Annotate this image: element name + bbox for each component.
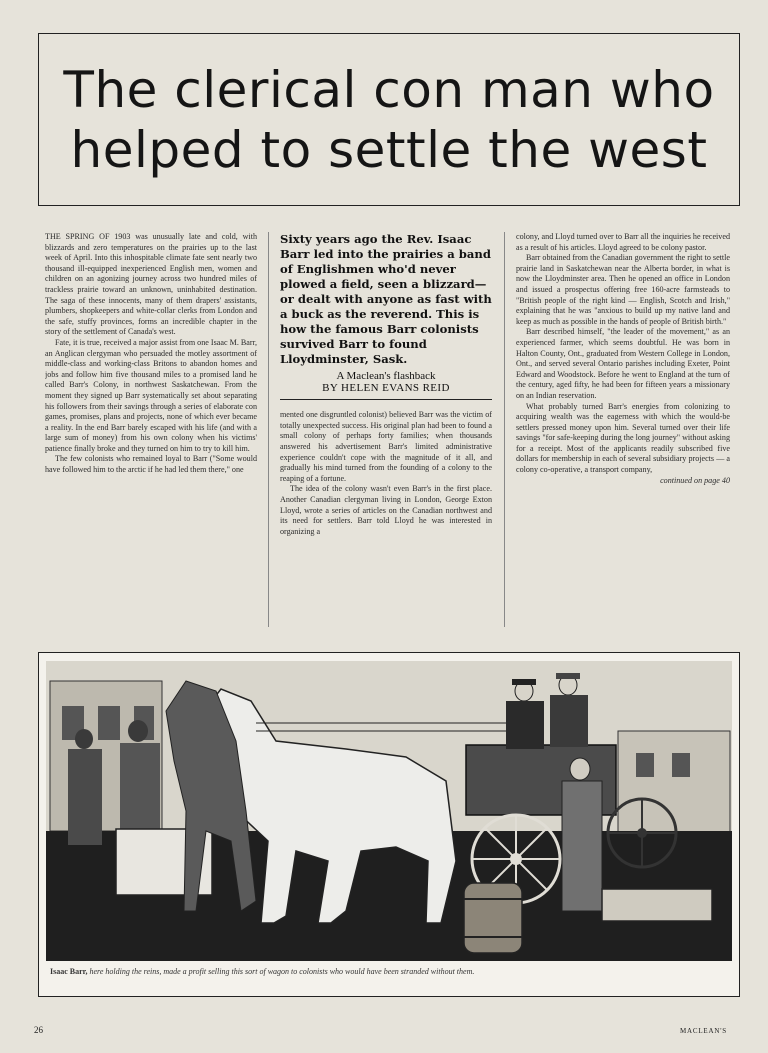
byline-rule	[280, 399, 492, 400]
body-paragraph: The idea of the colony wasn't even Barr's in the first place. Another Canadian clergyman living in London, George Exton Lloyd, wrote a series of articles on the Canadian northwest and its need for settlers. Barr told Lloyd he was interested in organizing a	[280, 484, 492, 536]
wagon-illustration	[46, 661, 732, 961]
illustration-frame	[38, 652, 740, 997]
article-column-2	[280, 232, 492, 627]
caption-name: Isaac Barr,	[50, 967, 88, 976]
magazine-name: MACLEAN'S	[680, 1027, 727, 1035]
article-column-1	[45, 232, 257, 627]
column-rule	[268, 232, 269, 627]
byline: BY HELEN EVANS REID	[322, 381, 450, 394]
caption-text: here holding the reins, made a profit selling this sort of wagon to colonists who would have been stranded without them.	[87, 967, 475, 976]
body-paragraph: mented one disgruntled colonist) believed Barr was the victim of totally unexpected success. His original plan had been to found a small colony of perhaps forty families; when thousands answered his advertisement Barr's limited administrative experience couldn't cope with the magnitude of it all, and gradually his mind turned from the founding of a colony to the reaping of a fortune.	[280, 410, 492, 483]
body-paragraph: Barr obtained from the Canadian government the right to settle prairie land in Saskatchewan near the Alberta border, in what is now the Lloydminster area. Then he opened an office in London and issued a prospectus offering free 160-acre farmsteads to "British people of the right kind — English, Scotch and Irish," explaining that he was "anxious to build up my native land and keep as much as possible in the hands of people of British birth."	[516, 253, 730, 326]
continued-note: continued on page 40	[660, 475, 730, 485]
body-paragraph: colony, and Lloyd turned over to Barr all the inquiries he received as a result of his articles. Lloyd agreed to be colony pastor.	[516, 232, 730, 252]
illustration-caption	[50, 967, 730, 976]
article-deck: Sixty years ago the Rev. Isaac Barr led into the prairies a band of Englishmen who'd never plowed a field, seen a blizzard—or dealt with anyone as fast with a buck as the reverend. This is how the famous Barr colonists survived Barr to found Lloydminster, Sask.	[280, 232, 492, 366]
flashback-label: A Maclean's flashback	[336, 370, 436, 382]
column-rule	[504, 232, 505, 627]
headline-box	[38, 33, 740, 206]
article-column-3	[516, 232, 730, 627]
headline-line-1: The clerical con man who	[63, 60, 715, 119]
body-paragraph: What probably turned Barr's energies from colonizing to acquiring wealth was the eagerness with which the would-be settlers pressed money upon him. Several turned over their life savings "for safe-keeping during the long journey" without asking for a receipt. Most of the applicants readily subscribed five dollars for membership in each of several subsidiary projects — a colony co-operative, a transport company,	[516, 401, 730, 475]
page-number: 26	[34, 1025, 43, 1035]
headline-line-2: helped to settle the west	[70, 120, 708, 179]
body-paragraph: The few colonists who remained loyal to Barr ("Some would have followed him to the arctic if he had led them there," one	[45, 454, 257, 475]
body-paragraph: THE SPRING OF 1903 was unusually late and cold, with blizzards and zero temperatures on the prairies up to the last week of April. Into this inhospitable climate fate sent nearly two thousand ill-equipped inexperienced English men, women and children on an agonizing journey across two hundred miles of trackless prairie toward an unknown, uninhabited destination. The saga of these innocents, many of them drapers' assistants, plumbers, shopkeepers and white-collar clerks from London and the safe, stuffy provinces, forms an incredible chapter in the story of the settlement of Canada's west.	[45, 232, 257, 337]
body-paragraph: Barr described himself, "the leader of the movement," as an experienced farmer, which seems doubtful. He was born in Halton County, Ont., graduated from Western College in London, Ont., and served several Ontario parishes including Exeter, Point Edward and Woodstock. Before he went to England at the turn of the century, aged fifty, he had been for fifteen years a missionary on an Indian reservation.	[516, 327, 730, 400]
body-paragraph: Fate, it is true, received a major assist from one Isaac M. Barr, an Anglican clergyman who persuaded the motley assortment of middle-class and working-class Britons to abandon homes and jobs and follow him five thousand miles to a promised land he called Barr's Colony, in northwest Saskatchewan. From the moment they signed up Barr systematically set about separating his followers from their savings through a series of elaborate con games, promises, plans and projects, none of which ever became a reality. In the end Barr barely escaped with his life (and with a large sum of money) from his own colony when his victims' patience finally broke and they turned on him to try to kill him.	[45, 337, 257, 453]
